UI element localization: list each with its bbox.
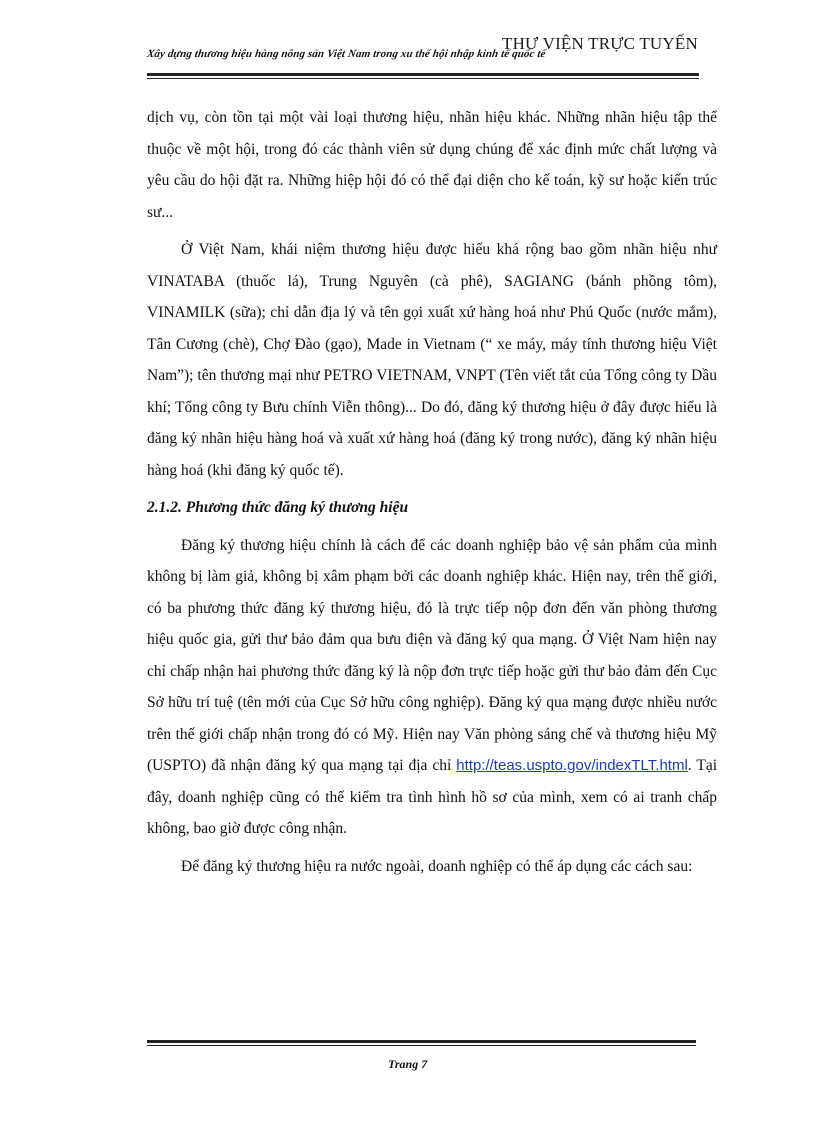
paragraph-text-after-link: . Tại đây, doanh nghiệp cũng có thể kiểm tra tình hình hồ sơ của mình, xem có ai tranh chấp không, bao giờ được công nhận.	[147, 757, 718, 837]
header-rule-thick	[147, 73, 699, 76]
uspto-link[interactable]: http://teas.uspto.gov/indexTLT.html	[456, 757, 688, 774]
footer-rule-thick	[147, 1040, 696, 1043]
page-body	[147, 102, 717, 888]
paragraph-registration-methods	[147, 530, 717, 845]
paragraph-vietnam-concept: Ở Việt Nam, khái niệm thương hiệu được hiểu khá rộng bao gồm nhãn hiệu như VINATABA (thuốc lá), Trung Nguyên (cà phê), SAGIANG (bánh phồng tôm), VINAMILK (sữa); chỉ dẫn địa lý và tên gọi xuất xứ hàng hoá như Phú Quốc (nước mắm), Tân Cương (chè), Chợ Đào (gạo), Made in Vietnam (“ xe máy, máy tính thương hiệu Việt Nam”); tên thương mại như PETRO VIETNAM, VNPT (Tên viết tắt của Tổng công ty Dầu khí; Tổng công ty Bưu chính Viễn thông)... Do đó, đăng ký thương hiệu ở đây được hiểu là đăng ký nhãn hiệu hàng hoá và xuất xứ hàng hoá (đăng ký trong nước), đăng ký nhãn hiệu hàng hoá (khi đăng ký quốc tế).	[147, 241, 717, 479]
document-title: Xây dựng thương hiệu hàng nông sản Việt Nam trong xu thế hội nhập kinh tế quốc tế	[146, 48, 547, 60]
paragraph-foreign-registration: Để đăng ký thương hiệu ra nước ngoài, doanh nghiệp có thể áp dụng các cách sau:	[181, 857, 693, 875]
paragraph-continued: dịch vụ, còn tồn tại một vài loại thương hiệu, nhãn hiệu khác. Những nhãn hiệu tập thể thuộc về một hội, trong đó các thành viên sử dụng chúng để xác định mức chất lượng và yêu cầu do hội đặt ra. Những hiệp hội đó có thể đại diện cho kế toán, kỹ sư hoặc kiến trúc sư...	[147, 109, 717, 221]
library-watermark: THƯ VIỆN TRỰC TUYẾN	[502, 34, 698, 53]
page-number: Trang 7	[388, 1057, 428, 1071]
footer-rule-thin	[147, 1045, 696, 1046]
header-rule-thin	[147, 78, 699, 79]
paragraph-text-before-link: Đăng ký thương hiệu chính là cách để các doanh nghiệp bảo vệ sản phẩm của mình không bị làm giả, không bị xâm phạm bởi các doanh nghiệp khác. Hiện nay, trên thế giới, có ba phương thức đăng ký thương hiệu, đó là trực tiếp nộp đơn đến văn phòng thương hiệu quốc gia, gửi thư bảo đảm qua bưu điện và đăng ký qua mạng. Ở Việt Nam hiện nay chỉ chấp nhận hai phương thức đăng ký là nộp đơn trực tiếp hoặc gửi thư bảo đảm đến Cục Sở hữu trí tuệ (tên mới của Cục Sở hữu công nghiệp). Đăng ký qua mạng được nhiều nước trên thế giới chấp nhận trong đó có Mỹ. Hiện nay Văn phòng sáng chế và thương hiệu Mỹ (USPTO) đã nhận đăng ký qua mạng tại địa chỉ	[147, 536, 717, 774]
section-heading: 2.1.2. Phương thức đăng ký thương hiệu	[147, 499, 409, 516]
